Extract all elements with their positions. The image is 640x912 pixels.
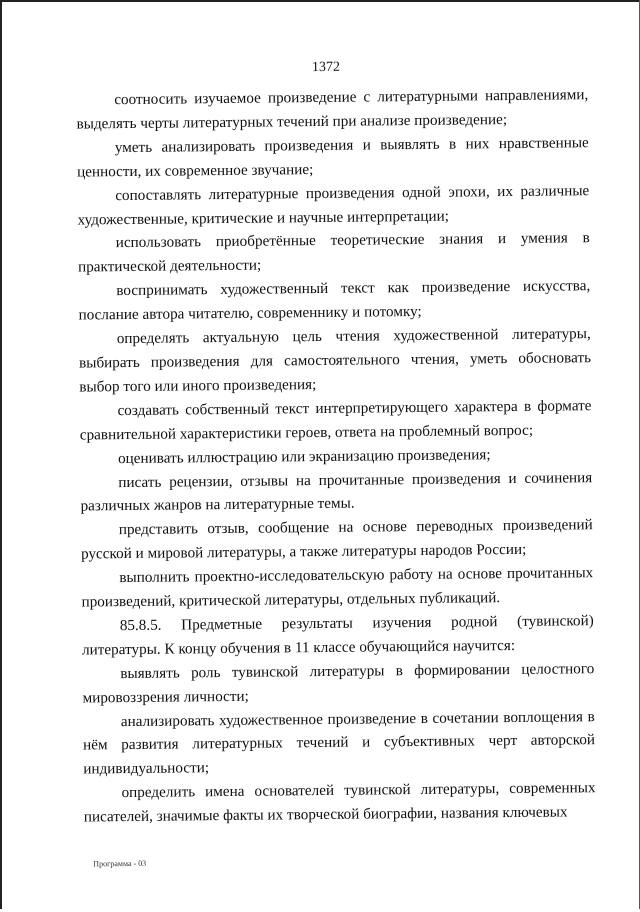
- paragraph: сопоставлять литературные произведения одной эпохи, их различные художественные, критические и научные интерпретации;: [77, 181, 590, 229]
- paragraph: выполнить проектно-исследовательскую работу на основе прочитанных произведений, критической литературы, отдельных публикаций.: [81, 564, 594, 611]
- paragraph: соотносить изучаемое произведение с литературными направлениями, выделять черты литературных течений при анализе произведение;: [76, 86, 589, 133]
- paragraph: анализировать художественное произведение в сочетании воплощения в нём развития литературных течений и субъективных черт авторской индивидуальности;: [82, 707, 596, 778]
- page-number: 1372: [311, 59, 341, 76]
- paragraph: уметь анализировать произведения и выявлять в них нравственные ценности, их современное звучание;: [76, 133, 589, 181]
- section-heading-paragraph: 85.8.5. Предметные результаты изучения родной (тувинской) литературы. К концу обучения в 11 классе обучающийся научится:: [81, 612, 594, 659]
- paragraph: использовать приобретённые теоретические знания и умения в практической деятельности;: [77, 229, 590, 276]
- paragraph: воспринимать художественный текст как произведение искусства, послание автора читателю, современнику и потомку;: [78, 277, 591, 324]
- paragraph: определять актуальную цель чтения художественной литературы, выбирать произведения для самостоятельного чтения, уметь обосновать выбор того или иного произведения;: [78, 325, 592, 396]
- paragraph: создавать собственный текст интерпретирующего характера в формате сравнительной характеристики героев, ответа на проблемный вопрос;: [79, 396, 592, 444]
- body-text: [76, 83, 596, 829]
- paragraph: представить отзыв, сообщение на основе переводных произведений русской и мировой литературы, а также литературы народов России;: [80, 516, 593, 563]
- paragraph: выявлять роль тувинской литературы в формировании целостного мировоззрения личности;: [82, 659, 595, 707]
- footer-label: Программа - 03: [93, 858, 147, 869]
- paragraph: определить имена основателей тувинской литературы, современных писателей, значимые факты их творческой биографии, названия ключевых: [83, 779, 596, 826]
- paragraph: оценивать иллюстрацию или экранизацию произведения;: [117, 445, 491, 467]
- paragraph: писать рецензии, отзывы на прочитанные произведения и сочинения различных жанров на литературные темы.: [80, 468, 593, 515]
